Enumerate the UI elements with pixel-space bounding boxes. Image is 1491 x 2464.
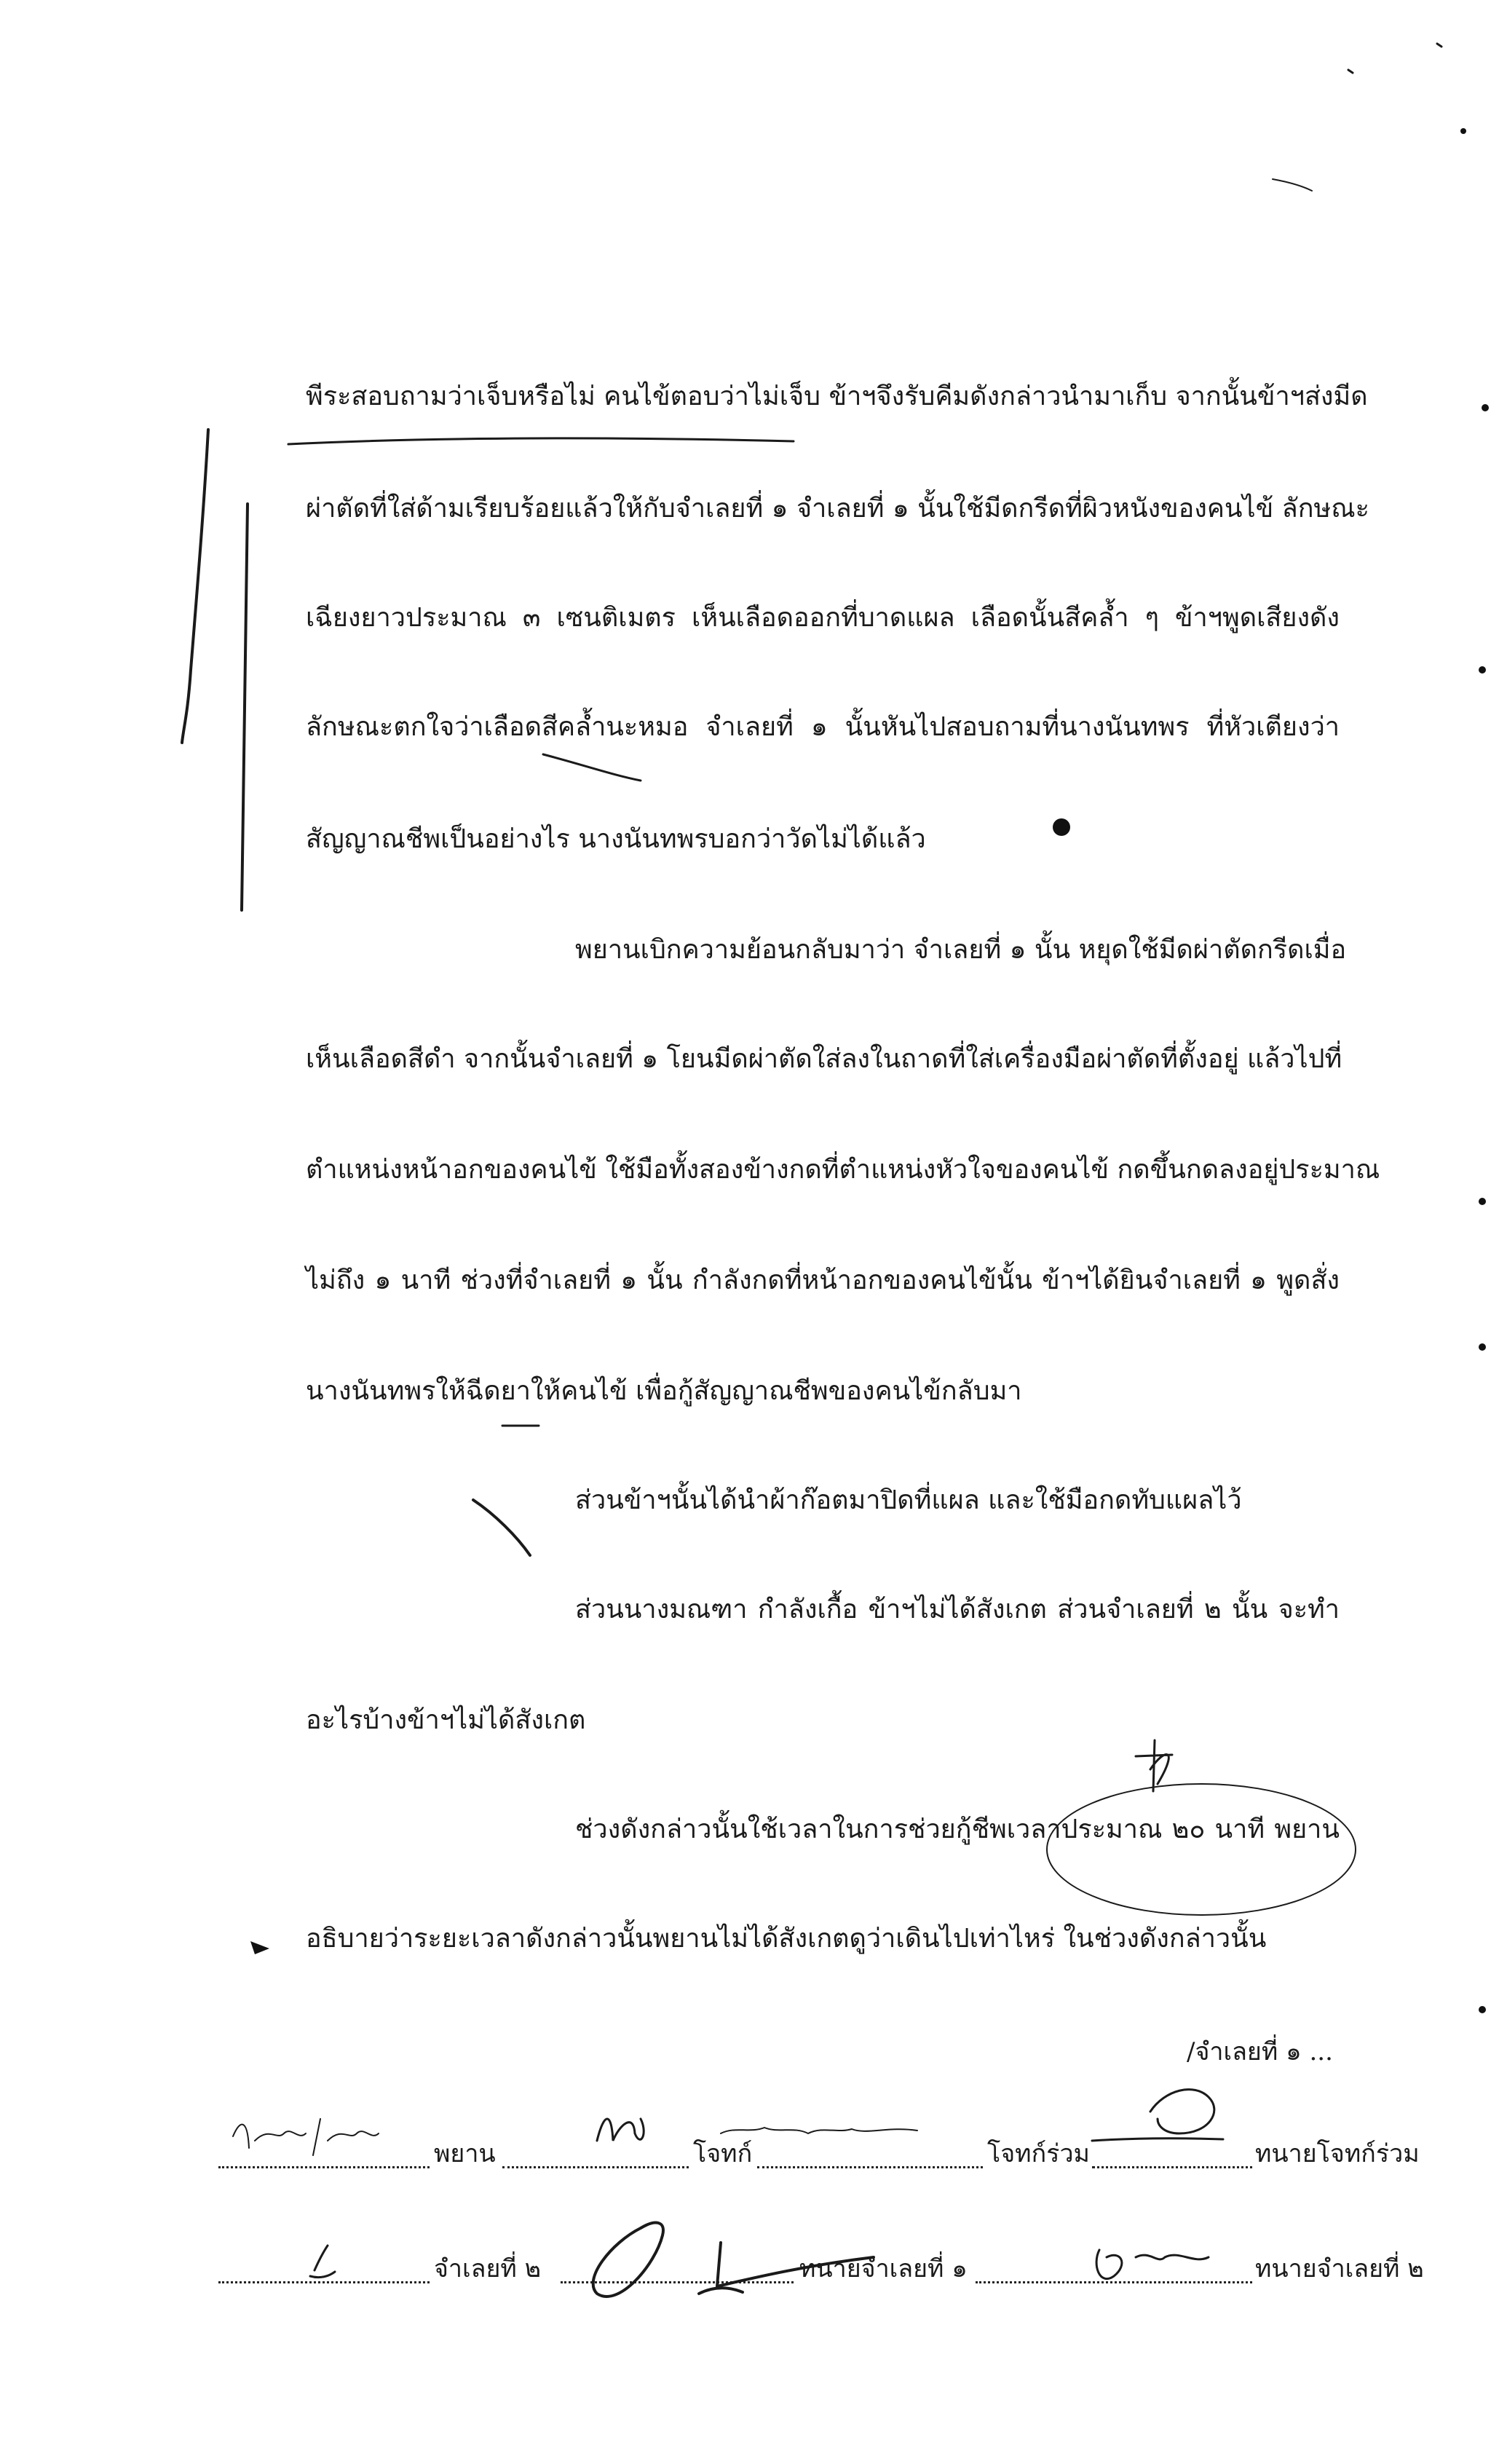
signature-line	[757, 2166, 983, 2168]
scan-artifact	[1479, 666, 1486, 674]
defendant-2-lawyer-label: ทนายจำเลยที่ ๒	[1252, 2248, 1427, 2288]
scan-artifact	[1479, 1198, 1486, 1205]
scan-artifact	[1460, 128, 1466, 134]
body-line-9: ไม่ถึง ๑ นาที ช่วงที่จำเลยที่ ๑ นั้น กำลังกดที่หน้าอกของคนไข้นั้น ข้าฯได้ยินจำเลยที่ ๑ พูดสั่ง	[306, 1265, 1340, 1295]
body-line-2: ผ่าตัดที่ใส่ด้ามเรียบร้อยแล้วให้กับจำเลยที่ ๑ จำเลยที่ ๑ นั้นใช้มีดกรีดที่ผิวหนังของคนไข้ ลักษณะ	[306, 494, 1370, 524]
underline-mark	[543, 754, 641, 781]
body-line-12: ส่วนนางมณฑา กำลังเกื้อ ข้าฯไม่ได้สังเกต ส่วนจำเลยที่ ๒ นั้น จะทำ	[575, 1595, 1340, 1624]
defendant-2-label: จำเลยที่ ๒	[431, 2248, 544, 2288]
underline-mark	[288, 438, 794, 444]
scan-artifact	[1479, 1343, 1486, 1351]
signature-line	[218, 2281, 430, 2283]
plaintiff-label: โจทก์	[690, 2133, 755, 2173]
body-line-8: ตำแหน่งหน้าอกของคนไข้ ใช้มือทั้งสองข้างกดที่ตำแหน่งหัวใจของคนไข้ กดขึ้นกดลงอยู่ประมาณ	[306, 1155, 1380, 1185]
body-line-10: นางนันทพรให้ฉีดยาให้คนไข้ เพื่อกู้สัญญาณชีพของคนไข้กลับมา	[306, 1376, 1022, 1406]
signature-line	[502, 2166, 689, 2168]
margin-mark	[182, 430, 208, 743]
body-line-11: ส่วนข้าฯนั้นได้นำผ้าก๊อตมาปิดที่แผล และใช้มือกดทับแผลไว้	[575, 1485, 1242, 1515]
continuation-marker: /จำเลยที่ ๑ ...	[1187, 2037, 1333, 2066]
signature-row-1	[218, 2125, 1427, 2183]
signature-line	[976, 2281, 1252, 2283]
body-line-14: ช่วงดังกล่าวนั้นใช้เวลาในการช่วยกู้ชีพเวลาประมาณ ๒๐ นาที พยาน	[575, 1815, 1340, 1844]
scan-artifact	[1437, 44, 1441, 47]
signature-line	[218, 2166, 430, 2168]
body-line-6: พยานเบิกความย้อนกลับมาว่า จำเลยที่ ๑ นั้น หยุดใช้มีดผ่าตัดกรีดเมื่อ	[575, 935, 1347, 965]
body-line-4: ลักษณะตกใจว่าเลือดสีคล้ำนะหมอ จำเลยที่ ๑ นั้นหันไปสอบถามที่นางนันทพร ที่หัวเตียงว่า	[306, 712, 1340, 742]
body-line-15: อธิบายว่าระยะเวลาดังกล่าวนั้นพยานไม่ได้สังเกตดูว่าเดินไปเท่าไหร่ ในช่วงดังกล่าวนั้น	[306, 1924, 1267, 1954]
circle-annotation	[1047, 1784, 1356, 1915]
ink-mark	[250, 1941, 269, 1954]
defendant-1-lawyer-label: ทนายจำเลยที่ ๑	[796, 2248, 970, 2288]
tick-mark	[473, 1500, 530, 1555]
scan-artifact	[1273, 179, 1312, 191]
signature-line	[561, 2281, 794, 2283]
witness-label: พยาน	[431, 2133, 499, 2173]
initial-mark	[1136, 1740, 1172, 1791]
co-plaintiff-label: โจทก์ร่วม	[984, 2133, 1093, 2173]
signature-row-2	[218, 2240, 1427, 2298]
scan-artifact	[1482, 404, 1489, 411]
body-line-3: เฉียงยาวประมาณ ๓ เซนติเมตร เห็นเลือดออกที่บาดแผล เลือดนั้นสีคล้ำ ๆ ข้าฯพูดเสียงดัง	[306, 603, 1340, 633]
margin-mark	[242, 504, 248, 910]
body-line-13: อะไรบ้างข้าฯไม่ได้สังเกต	[306, 1705, 586, 1735]
body-line-7: เห็นเลือดสีดำ จากนั้นจำเลยที่ ๑ โยนมีดผ่าตัดใส่ลงในถาดที่ใส่เครื่องมือผ่าตัดที่ตั้งอยู่ แล้วไปที่	[306, 1044, 1342, 1074]
scan-artifact	[1348, 70, 1353, 73]
scan-artifact	[1479, 2006, 1486, 2013]
body-line-5: สัญญาณชีพเป็นอย่างไร นางนันทพรบอกว่าวัดไม่ได้แล้ว	[306, 824, 926, 854]
body-line-1: พีระสอบถามว่าเจ็บหรือไม่ คนไข้ตอบว่าไม่เจ็บ ข้าฯจึงรับคีมดังกล่าวนำมาเก็บ จากนั้นข้าฯส่งมีด	[306, 382, 1368, 411]
co-plaintiff-lawyer-label: ทนายโจทก์ร่วม	[1252, 2133, 1423, 2173]
